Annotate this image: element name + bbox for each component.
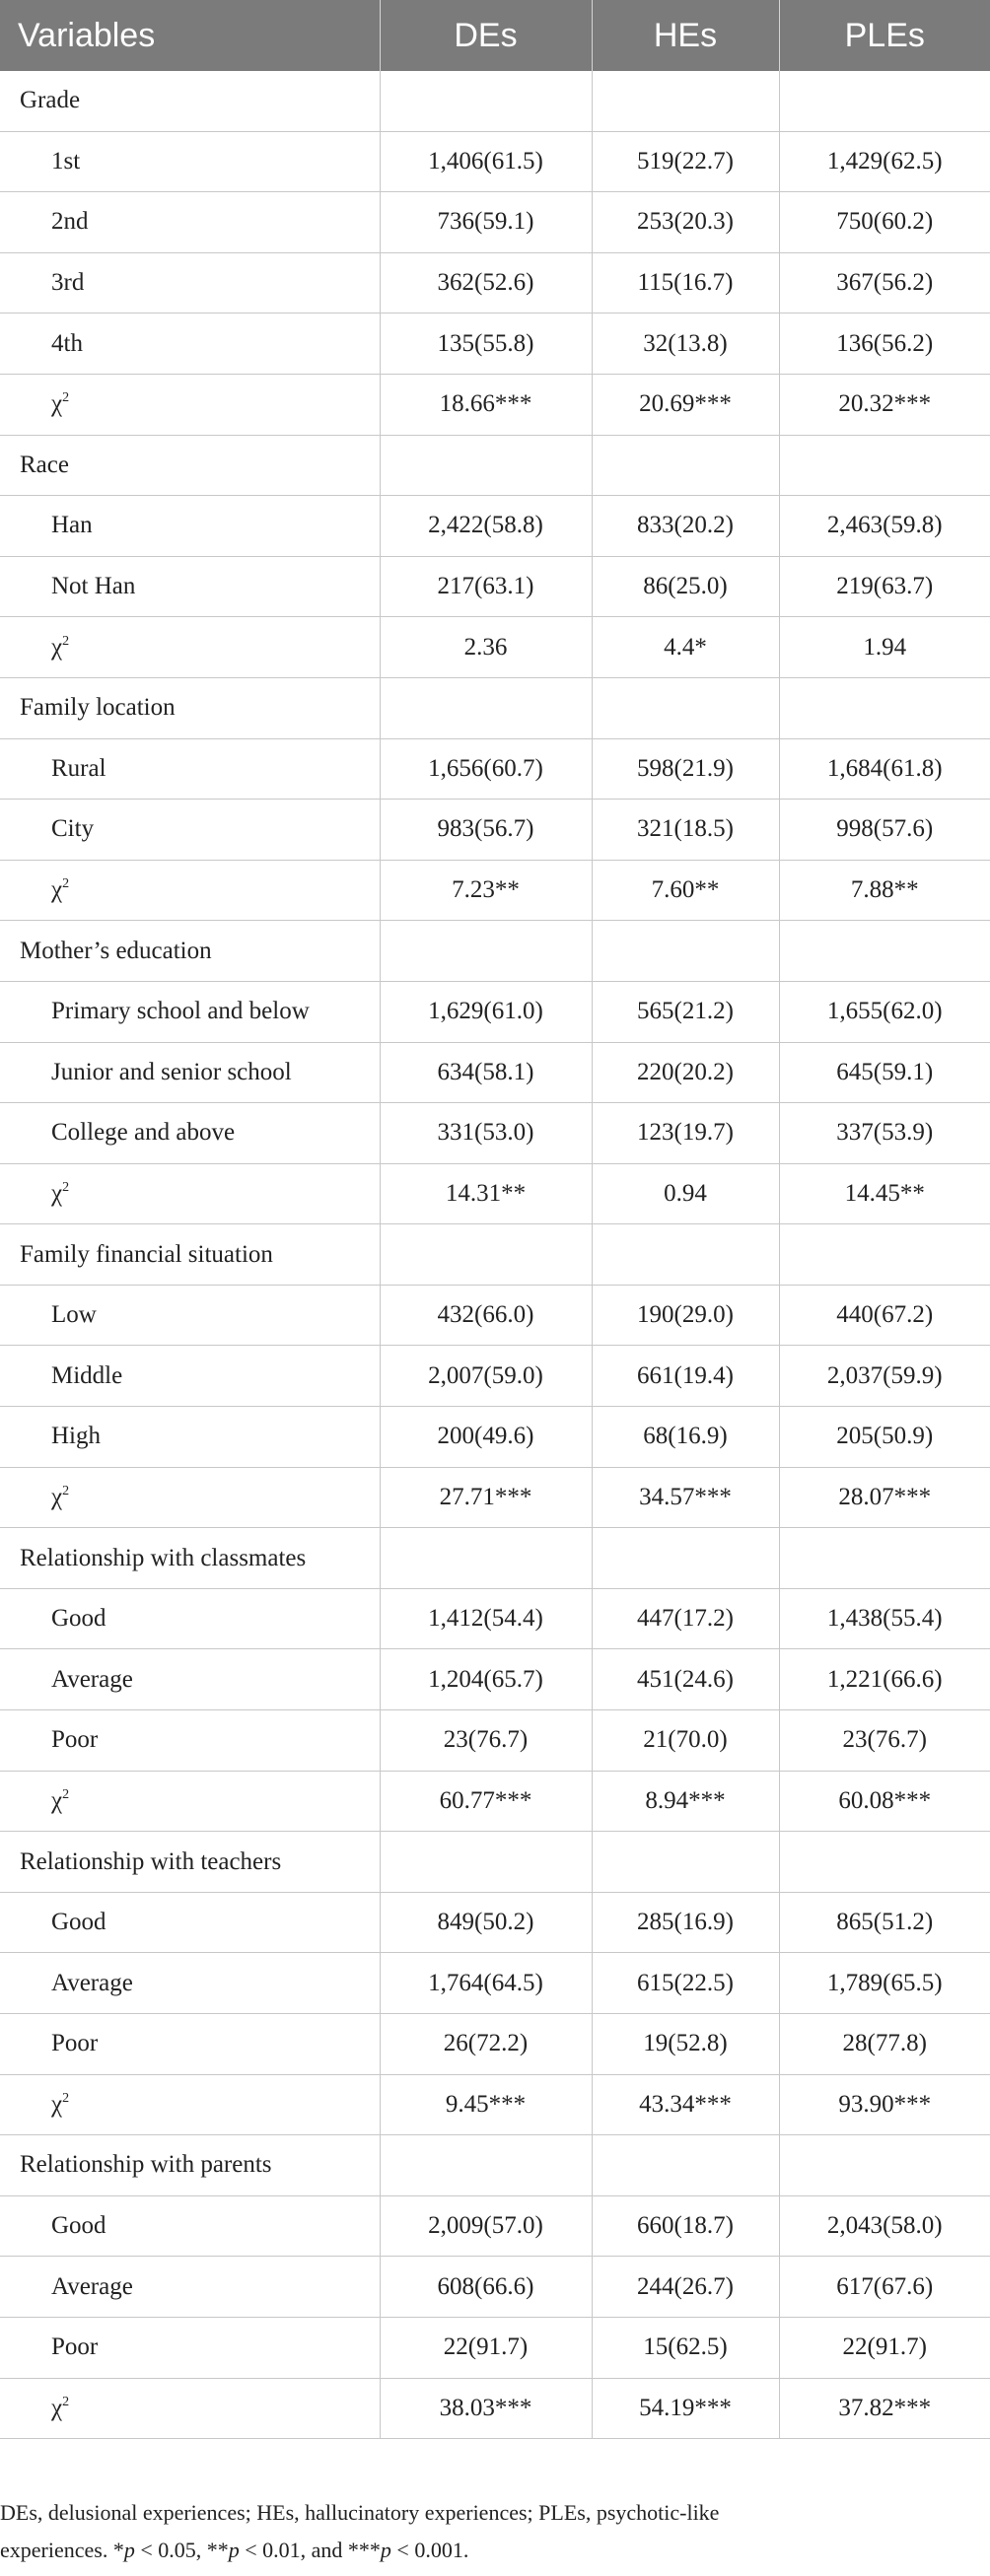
hes-cell: 34.57*** — [592, 1467, 779, 1528]
label-text: Average — [51, 1665, 133, 1693]
label-text: Han — [51, 512, 93, 539]
hes-cell: 253(20.3) — [592, 192, 779, 253]
header-row — [0, 0, 990, 71]
ples-cell: 865(51.2) — [779, 1892, 990, 1953]
ples-cell: 337(53.9) — [779, 1103, 990, 1164]
group-label — [0, 1832, 380, 1893]
row-label — [0, 2195, 380, 2257]
chi-square-row — [0, 860, 990, 921]
table-row — [0, 1953, 990, 2014]
label-text: Poor — [51, 2333, 99, 2361]
group-row — [0, 1528, 990, 1589]
chi-square-label — [0, 1771, 380, 1832]
ples-cell — [779, 1224, 990, 1286]
hes-cell: 15(62.5) — [592, 2317, 779, 2378]
label-text: Poor — [51, 1726, 99, 1754]
hes-cell: 833(20.2) — [592, 496, 779, 557]
label-text: Average — [51, 2272, 133, 2300]
des-cell: 1,629(61.0) — [380, 981, 592, 1042]
row-label — [0, 1042, 380, 1103]
des-cell: 7.23** — [380, 860, 592, 921]
ples-cell: 1,655(62.0) — [779, 981, 990, 1042]
group-label — [0, 71, 380, 131]
ples-cell: 1,221(66.6) — [779, 1649, 990, 1710]
label-text: Junior and senior school — [51, 1058, 292, 1085]
ples-cell — [779, 1832, 990, 1893]
des-cell — [380, 677, 592, 738]
row-label — [0, 1285, 380, 1346]
label-text: Relationship with parents — [20, 2151, 272, 2179]
chi-square-label — [0, 1163, 380, 1224]
row-label — [0, 1346, 380, 1407]
label-text: χ — [51, 1483, 63, 1510]
hes-cell: 190(29.0) — [592, 1285, 779, 1346]
ples-cell — [779, 435, 990, 496]
group-label — [0, 1224, 380, 1286]
group-label — [0, 677, 380, 738]
footnote-text: experiences. * — [0, 2538, 124, 2562]
table-header — [0, 0, 990, 71]
des-cell — [380, 1528, 592, 1589]
hes-cell: 447(17.2) — [592, 1588, 779, 1649]
hes-cell: 565(21.2) — [592, 981, 779, 1042]
des-cell: 9.45*** — [380, 2074, 592, 2135]
table-row — [0, 1588, 990, 1649]
table-row — [0, 192, 990, 253]
des-cell: 736(59.1) — [380, 192, 592, 253]
row-label — [0, 1953, 380, 2014]
ples-cell: 750(60.2) — [779, 192, 990, 253]
table-row — [0, 738, 990, 800]
chi-square-superscript: 2 — [62, 1179, 70, 1195]
label-text: Family location — [20, 694, 176, 722]
ples-cell — [779, 921, 990, 982]
hes-cell: 0.94 — [592, 1163, 779, 1224]
group-row — [0, 71, 990, 131]
table-row — [0, 496, 990, 557]
hes-cell: 8.94*** — [592, 1771, 779, 1832]
hes-cell: 7.60** — [592, 860, 779, 921]
des-cell: 38.03*** — [380, 2378, 592, 2439]
table-row — [0, 1346, 990, 1407]
row-label — [0, 2317, 380, 2378]
des-cell: 135(55.8) — [380, 313, 592, 375]
row-label — [0, 1649, 380, 1710]
des-cell: 331(53.0) — [380, 1103, 592, 1164]
hes-cell: 123(19.7) — [592, 1103, 779, 1164]
table-row — [0, 2014, 990, 2075]
label-text: Average — [51, 1969, 133, 1996]
ples-cell: 1,429(62.5) — [779, 131, 990, 192]
hes-cell: 68(16.9) — [592, 1407, 779, 1468]
chi-square-superscript: 2 — [62, 876, 70, 892]
chi-square-row — [0, 617, 990, 678]
des-cell: 22(91.7) — [380, 2317, 592, 2378]
label-text: 3rd — [51, 269, 85, 297]
table-row — [0, 556, 990, 617]
hes-cell — [592, 1832, 779, 1893]
chi-square-row — [0, 2074, 990, 2135]
hes-cell: 615(22.5) — [592, 1953, 779, 2014]
group-row — [0, 435, 990, 496]
table-row — [0, 1042, 990, 1103]
label-text: Relationship with classmates — [20, 1544, 307, 1571]
hes-cell: 115(16.7) — [592, 252, 779, 313]
chi-square-label — [0, 1467, 380, 1528]
hes-cell: 21(70.0) — [592, 1710, 779, 1772]
hes-cell — [592, 435, 779, 496]
ples-cell: 205(50.9) — [779, 1407, 990, 1468]
label-text: χ — [51, 1786, 63, 1814]
chi-square-label — [0, 860, 380, 921]
ples-cell — [779, 1528, 990, 1589]
label-text: Not Han — [51, 573, 136, 600]
label-text: College and above — [51, 1119, 236, 1147]
des-cell: 14.31** — [380, 1163, 592, 1224]
ples-cell: 645(59.1) — [779, 1042, 990, 1103]
footnote-line-1: DEs, delusional experiences; HEs, hallucinatory experiences; PLEs, psychotic-like — [0, 2500, 720, 2525]
label-text: χ — [51, 1179, 63, 1207]
label-text: Good — [51, 2212, 106, 2240]
group-row — [0, 1224, 990, 1286]
table-row — [0, 1103, 990, 1164]
label-text: Family financial situation — [20, 1240, 273, 1268]
chi-square-superscript: 2 — [62, 1483, 70, 1498]
hes-cell: 244(26.7) — [592, 2257, 779, 2318]
des-cell: 26(72.2) — [380, 2014, 592, 2075]
des-cell: 362(52.6) — [380, 252, 592, 313]
des-cell — [380, 2135, 592, 2196]
chi-square-row — [0, 1771, 990, 1832]
header-hes: HEs — [592, 0, 779, 71]
des-cell: 18.66*** — [380, 374, 592, 435]
chi-square-label — [0, 2074, 380, 2135]
hes-cell: 661(19.4) — [592, 1346, 779, 1407]
des-cell: 23(76.7) — [380, 1710, 592, 1772]
footnote-p-symbol: p — [228, 2538, 240, 2562]
row-label — [0, 496, 380, 557]
des-cell: 2.36 — [380, 617, 592, 678]
label-text: Relationship with teachers — [20, 1847, 282, 1875]
ples-cell: 1,789(65.5) — [779, 1953, 990, 2014]
group-label — [0, 1528, 380, 1589]
ples-cell: 28.07*** — [779, 1467, 990, 1528]
chi-square-row — [0, 2378, 990, 2439]
table-footnote — [0, 2494, 947, 2569]
des-cell: 608(66.6) — [380, 2257, 592, 2318]
table-row — [0, 2195, 990, 2257]
ples-cell: 37.82*** — [779, 2378, 990, 2439]
row-label — [0, 313, 380, 375]
label-text: Good — [51, 1605, 106, 1633]
chi-square-superscript: 2 — [62, 390, 70, 406]
row-label — [0, 1588, 380, 1649]
table-row — [0, 1407, 990, 1468]
hes-cell — [592, 2135, 779, 2196]
row-label — [0, 738, 380, 800]
hes-cell — [592, 1224, 779, 1286]
table-row — [0, 1285, 990, 1346]
ples-cell: 60.08*** — [779, 1771, 990, 1832]
chi-square-row — [0, 374, 990, 435]
ples-cell — [779, 677, 990, 738]
des-cell — [380, 71, 592, 131]
des-cell: 432(66.0) — [380, 1285, 592, 1346]
row-label — [0, 556, 380, 617]
des-cell: 2,422(58.8) — [380, 496, 592, 557]
hes-cell: 86(25.0) — [592, 556, 779, 617]
label-text: Poor — [51, 2030, 99, 2057]
table-row — [0, 2257, 990, 2318]
label-text: Primary school and below — [51, 998, 310, 1025]
label-text: 4th — [51, 329, 83, 357]
label-text: Good — [51, 1909, 106, 1936]
group-row — [0, 677, 990, 738]
label-text: Mother’s education — [20, 937, 212, 964]
table-row — [0, 252, 990, 313]
chi-square-label — [0, 617, 380, 678]
hes-cell: 220(20.2) — [592, 1042, 779, 1103]
row-label — [0, 2014, 380, 2075]
ples-cell — [779, 71, 990, 131]
hes-cell: 43.34*** — [592, 2074, 779, 2135]
label-text: 1st — [51, 147, 81, 174]
table-row — [0, 800, 990, 861]
group-row — [0, 921, 990, 982]
table-row — [0, 981, 990, 1042]
ples-cell: 998(57.6) — [779, 800, 990, 861]
hes-cell: 285(16.9) — [592, 1892, 779, 1953]
ples-cell: 2,037(59.9) — [779, 1346, 990, 1407]
des-cell: 60.77*** — [380, 1771, 592, 1832]
ples-cell: 20.32*** — [779, 374, 990, 435]
ples-cell: 2,463(59.8) — [779, 496, 990, 557]
des-cell — [380, 435, 592, 496]
table-row — [0, 313, 990, 375]
hes-cell — [592, 71, 779, 131]
label-text: Middle — [51, 1361, 123, 1389]
row-label — [0, 800, 380, 861]
hes-cell: 598(21.9) — [592, 738, 779, 800]
label-text: χ — [51, 633, 63, 661]
table-row — [0, 2317, 990, 2378]
des-cell — [380, 921, 592, 982]
header-ples: PLEs — [779, 0, 990, 71]
des-cell: 27.71*** — [380, 1467, 592, 1528]
footnote-p-symbol: p — [380, 2538, 391, 2562]
des-cell: 1,204(65.7) — [380, 1649, 592, 1710]
hes-cell: 20.69*** — [592, 374, 779, 435]
hes-cell: 4.4* — [592, 617, 779, 678]
label-text: 2nd — [51, 208, 89, 236]
des-cell: 1,656(60.7) — [380, 738, 592, 800]
ples-cell: 2,043(58.0) — [779, 2195, 990, 2257]
row-label — [0, 192, 380, 253]
hes-cell: 32(13.8) — [592, 313, 779, 375]
ples-cell: 219(63.7) — [779, 556, 990, 617]
chi-square-label — [0, 374, 380, 435]
label-text: χ — [51, 390, 63, 418]
table-body — [0, 71, 990, 2439]
des-cell: 1,412(54.4) — [380, 1588, 592, 1649]
des-cell: 1,764(64.5) — [380, 1953, 592, 2014]
footnote-line-2 — [0, 2532, 947, 2569]
des-cell: 2,007(59.0) — [380, 1346, 592, 1407]
chi-square-row — [0, 1467, 990, 1528]
label-text: City — [51, 815, 95, 843]
hes-cell — [592, 921, 779, 982]
group-row — [0, 2135, 990, 2196]
hes-cell: 321(18.5) — [592, 800, 779, 861]
chi-square-label — [0, 2378, 380, 2439]
label-text: χ — [51, 876, 63, 904]
row-label — [0, 131, 380, 192]
group-row — [0, 1832, 990, 1893]
ples-cell: 7.88** — [779, 860, 990, 921]
des-cell: 2,009(57.0) — [380, 2195, 592, 2257]
row-label — [0, 252, 380, 313]
ples-cell: 1,684(61.8) — [779, 738, 990, 800]
row-label — [0, 1892, 380, 1953]
chi-square-superscript: 2 — [62, 1786, 70, 1802]
des-cell: 200(49.6) — [380, 1407, 592, 1468]
des-cell: 634(58.1) — [380, 1042, 592, 1103]
label-text: Low — [51, 1301, 97, 1329]
des-cell: 983(56.7) — [380, 800, 592, 861]
ples-cell: 1,438(55.4) — [779, 1588, 990, 1649]
ples-cell: 1.94 — [779, 617, 990, 678]
label-text: High — [51, 1423, 101, 1450]
ples-cell: 28(77.8) — [779, 2014, 990, 2075]
hes-cell — [592, 677, 779, 738]
chi-square-superscript: 2 — [62, 633, 70, 649]
row-label — [0, 981, 380, 1042]
footnote-text: < 0.05, ** — [134, 2538, 229, 2562]
des-cell: 217(63.1) — [380, 556, 592, 617]
ples-cell — [779, 2135, 990, 2196]
group-label — [0, 921, 380, 982]
footnote-p-symbol: p — [123, 2538, 135, 2562]
row-label — [0, 2257, 380, 2318]
group-label — [0, 2135, 380, 2196]
table-row — [0, 131, 990, 192]
ples-cell: 617(67.6) — [779, 2257, 990, 2318]
hes-cell: 54.19*** — [592, 2378, 779, 2439]
hes-cell: 660(18.7) — [592, 2195, 779, 2257]
ples-cell: 23(76.7) — [779, 1710, 990, 1772]
table-row — [0, 1649, 990, 1710]
row-label — [0, 1407, 380, 1468]
hes-cell: 451(24.6) — [592, 1649, 779, 1710]
footnote-text: < 0.01, and *** — [239, 2538, 381, 2562]
des-cell: 1,406(61.5) — [380, 131, 592, 192]
ples-cell: 22(91.7) — [779, 2317, 990, 2378]
ples-cell: 440(67.2) — [779, 1285, 990, 1346]
hes-cell: 19(52.8) — [592, 2014, 779, 2075]
des-cell — [380, 1832, 592, 1893]
row-label — [0, 1710, 380, 1772]
label-text: χ — [51, 2394, 63, 2421]
label-text: Rural — [51, 754, 106, 782]
label-text: χ — [51, 2090, 63, 2118]
des-cell: 849(50.2) — [380, 1892, 592, 1953]
header-variables: Variables — [0, 0, 380, 71]
ples-cell: 367(56.2) — [779, 252, 990, 313]
ples-cell: 136(56.2) — [779, 313, 990, 375]
ples-cell: 93.90*** — [779, 2074, 990, 2135]
chi-square-row — [0, 1163, 990, 1224]
ples-cell: 14.45** — [779, 1163, 990, 1224]
table-row — [0, 1710, 990, 1772]
footnote-text: < 0.001. — [390, 2538, 469, 2562]
hes-cell: 519(22.7) — [592, 131, 779, 192]
header-des: DEs — [380, 0, 592, 71]
row-label — [0, 1103, 380, 1164]
label-text: Grade — [20, 87, 81, 114]
table-row — [0, 1892, 990, 1953]
chi-square-superscript: 2 — [62, 2090, 70, 2106]
label-text: Race — [20, 451, 69, 478]
chi-square-superscript: 2 — [62, 2394, 70, 2409]
hes-cell — [592, 1528, 779, 1589]
group-label — [0, 435, 380, 496]
des-cell — [380, 1224, 592, 1286]
